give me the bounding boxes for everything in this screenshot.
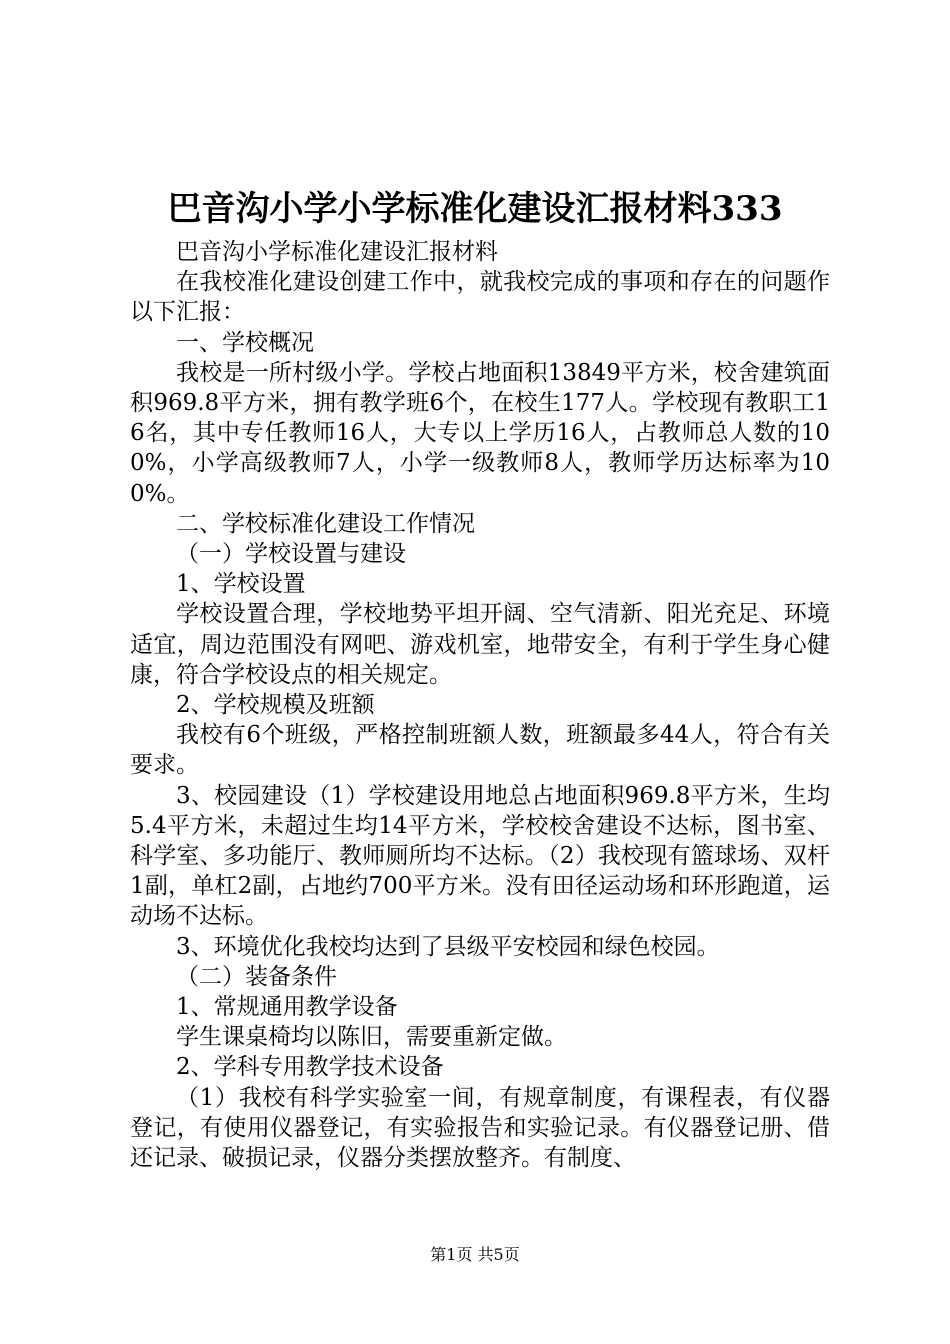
heading-school-scale: 2、学校规模及班额 bbox=[176, 692, 375, 719]
heading-standardization-work: 二、学校标准化建设工作情况 bbox=[176, 510, 475, 537]
heading-equipment: （二）装备条件 bbox=[176, 963, 337, 990]
heading-school-setup-construction: （一）学校设置与建设 bbox=[176, 541, 406, 568]
paragraph-school-scale: 我校有6个班级，严格控制班额人数，班额最多44人，符合有关要求。 bbox=[130, 722, 830, 779]
heading-school-overview: 一、学校概况 bbox=[176, 329, 314, 356]
page-footer: 第1页 共5页 bbox=[430, 1245, 520, 1264]
document-title: 巴音沟小学小学标准化建设汇报材料333 bbox=[167, 189, 783, 229]
heading-subject-equipment: 2、学科专用教学技术设备 bbox=[176, 1054, 444, 1081]
paragraph-science-lab: （1）我校有科学实验室一间，有规章制度，有课程表，有仪器登记，有使用仪器登记，有实验报告和实验记录。有仪器登记册、借还记录、破损记录，仪器分类摆放整齐。有制度、 bbox=[130, 1084, 830, 1172]
paragraph-school-overview: 我校是一所村级小学。学校占地面积13849平方米，校舍建筑面积969.8平方米，拥有教学班6个，在校生177人。学校现有教职工16名，其中专任教师16人，大专以上学历16人，占教师总人数的100%，小学高级教师7人，小学一级教师8人，教师学历达标率为100%。 bbox=[130, 359, 830, 507]
paragraph-school-setup: 学校设置合理，学校地势平坦开阔、空气清新、阳光充足、环境适宜，周边范围没有网吧、游戏机室，地带安全，有利于学生身心健康，符合学校设点的相关规定。 bbox=[130, 601, 830, 688]
heading-general-equipment: 1、常规通用教学设备 bbox=[176, 994, 398, 1021]
paragraph-general-equipment: 学生课桌椅均以陈旧，需要重新定做。 bbox=[176, 1024, 567, 1051]
paragraph-subtitle: 巴音沟小学标准化建设汇报材料 bbox=[176, 239, 498, 265]
paragraph-intro: 在我校准化建设创建工作中，就我校完成的事项和存在的问题作以下汇报： bbox=[130, 269, 830, 326]
paragraph-environment: 3、环境优化我校均达到了县级平安校园和绿色校园。 bbox=[176, 933, 720, 960]
paragraph-campus-construction: 3、校园建设（1）学校建设用地总占地面积969.8平方米，生均5.4平方米，未超过生均14平方米，学校校舍建设不达标，图书室、科学室、多功能厅、教师厕所均不达标。（2）我校现有篮球场、双杆1副，单杠2副，占地约700平方米。没有田径运动场和环形跑道，运动场不达标。 bbox=[130, 782, 830, 930]
heading-school-setup: 1、学校设置 bbox=[176, 571, 306, 598]
document-body bbox=[130, 237, 830, 1173]
